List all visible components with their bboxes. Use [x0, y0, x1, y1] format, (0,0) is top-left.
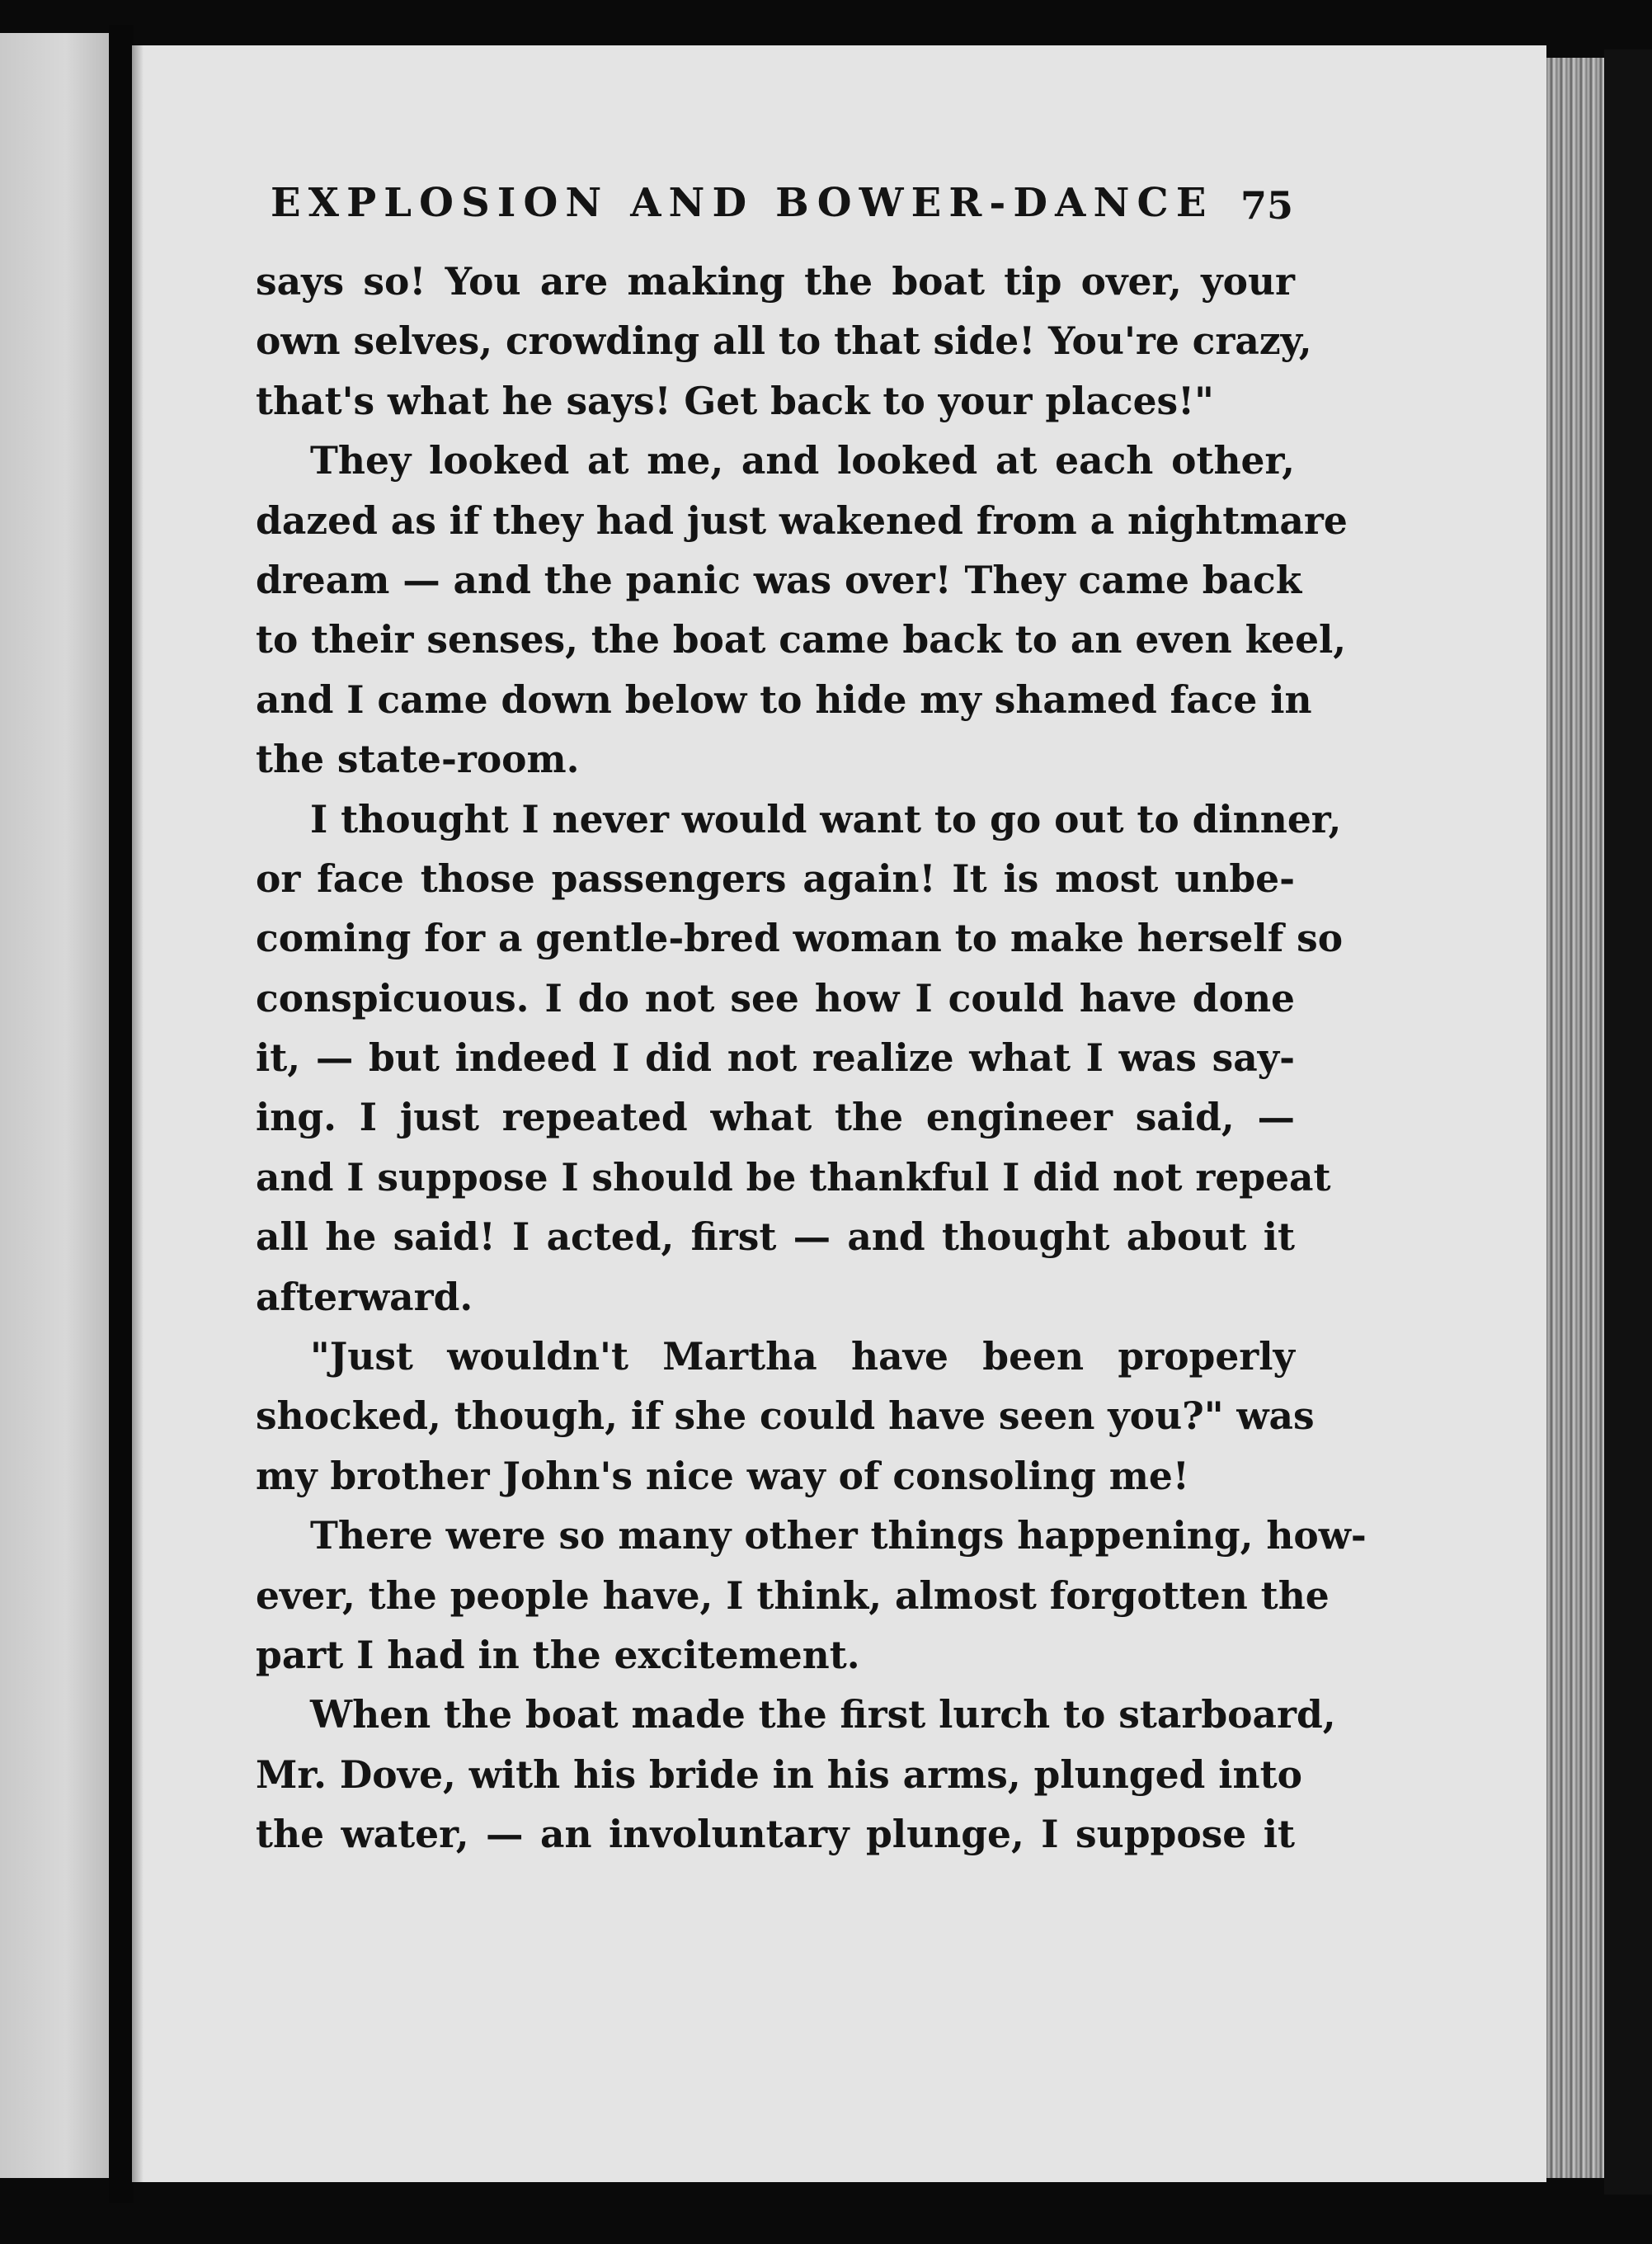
text-line: shocked, though, if she could have seen you?" was — [256, 1393, 1315, 1439]
page-stack-edge — [1546, 58, 1604, 2178]
page-number: 75 — [1240, 183, 1293, 228]
text-line: dazed as if they had just wakened from a nightmare — [256, 497, 1348, 543]
text-line: I thought I never would want to go out to dinner, — [310, 796, 1342, 842]
text-line: the state-room. — [256, 737, 580, 782]
text-line: coming for a gentle-bred woman to make herself so — [256, 916, 1344, 961]
body-text — [256, 252, 1367, 1864]
text-line: that's what he says! Get back to your places!" — [256, 378, 1214, 423]
text-line: and I came down below to hide my shamed face in — [256, 676, 1312, 722]
text-line: They looked at me, and looked at each other, — [310, 438, 1295, 483]
text-line: There were so many other things happening, how- — [310, 1513, 1367, 1558]
text-line: says so! You are making the boat tip over, your — [256, 259, 1295, 304]
text-line: or face those passengers again! It is most unbe- — [256, 856, 1295, 901]
text-line: it, — but indeed I did not realize what I was say- — [256, 1035, 1295, 1081]
text-line: my brother John's nice way of consoling me! — [256, 1453, 1189, 1498]
text-line: all he said! I acted, first — and thought about it — [256, 1214, 1295, 1260]
text-line: to their senses, the boat came back to an even keel, — [256, 617, 1347, 662]
running-head: EXPLOSION AND BOWER-DANCE — [271, 180, 1214, 226]
text-line: ever, the people have, I think, almost forgotten the — [256, 1572, 1330, 1618]
book-gutter — [109, 25, 134, 2203]
page-header — [271, 180, 1293, 238]
text-line: the water, — an involuntary plunge, I suppose it — [256, 1812, 1295, 1857]
text-line: ing. I just repeated what the engineer said, — — [256, 1095, 1295, 1140]
text-line: "Just wouldn't Martha have been properly — [310, 1334, 1295, 1379]
text-line: When the boat made the first lurch to starboard, — [310, 1692, 1336, 1737]
text-line: part I had in the excitement. — [256, 1632, 860, 1677]
text-line: conspicuous. I do not see how I could have done — [256, 975, 1295, 1021]
text-line: own selves, crowding all to that side! You're crazy, — [256, 318, 1312, 364]
text-line: and I suppose I should be thankful I did not repeat — [256, 1154, 1331, 1200]
text-line: afterward. — [256, 1274, 473, 1319]
left-page-edge — [0, 33, 109, 2178]
text-line: Mr. Dove, with his bride in his arms, plunged into — [256, 1751, 1302, 1797]
text-line: dream — and the panic was over! They came back — [256, 557, 1302, 602]
scan-border-right — [1604, 50, 1652, 2194]
